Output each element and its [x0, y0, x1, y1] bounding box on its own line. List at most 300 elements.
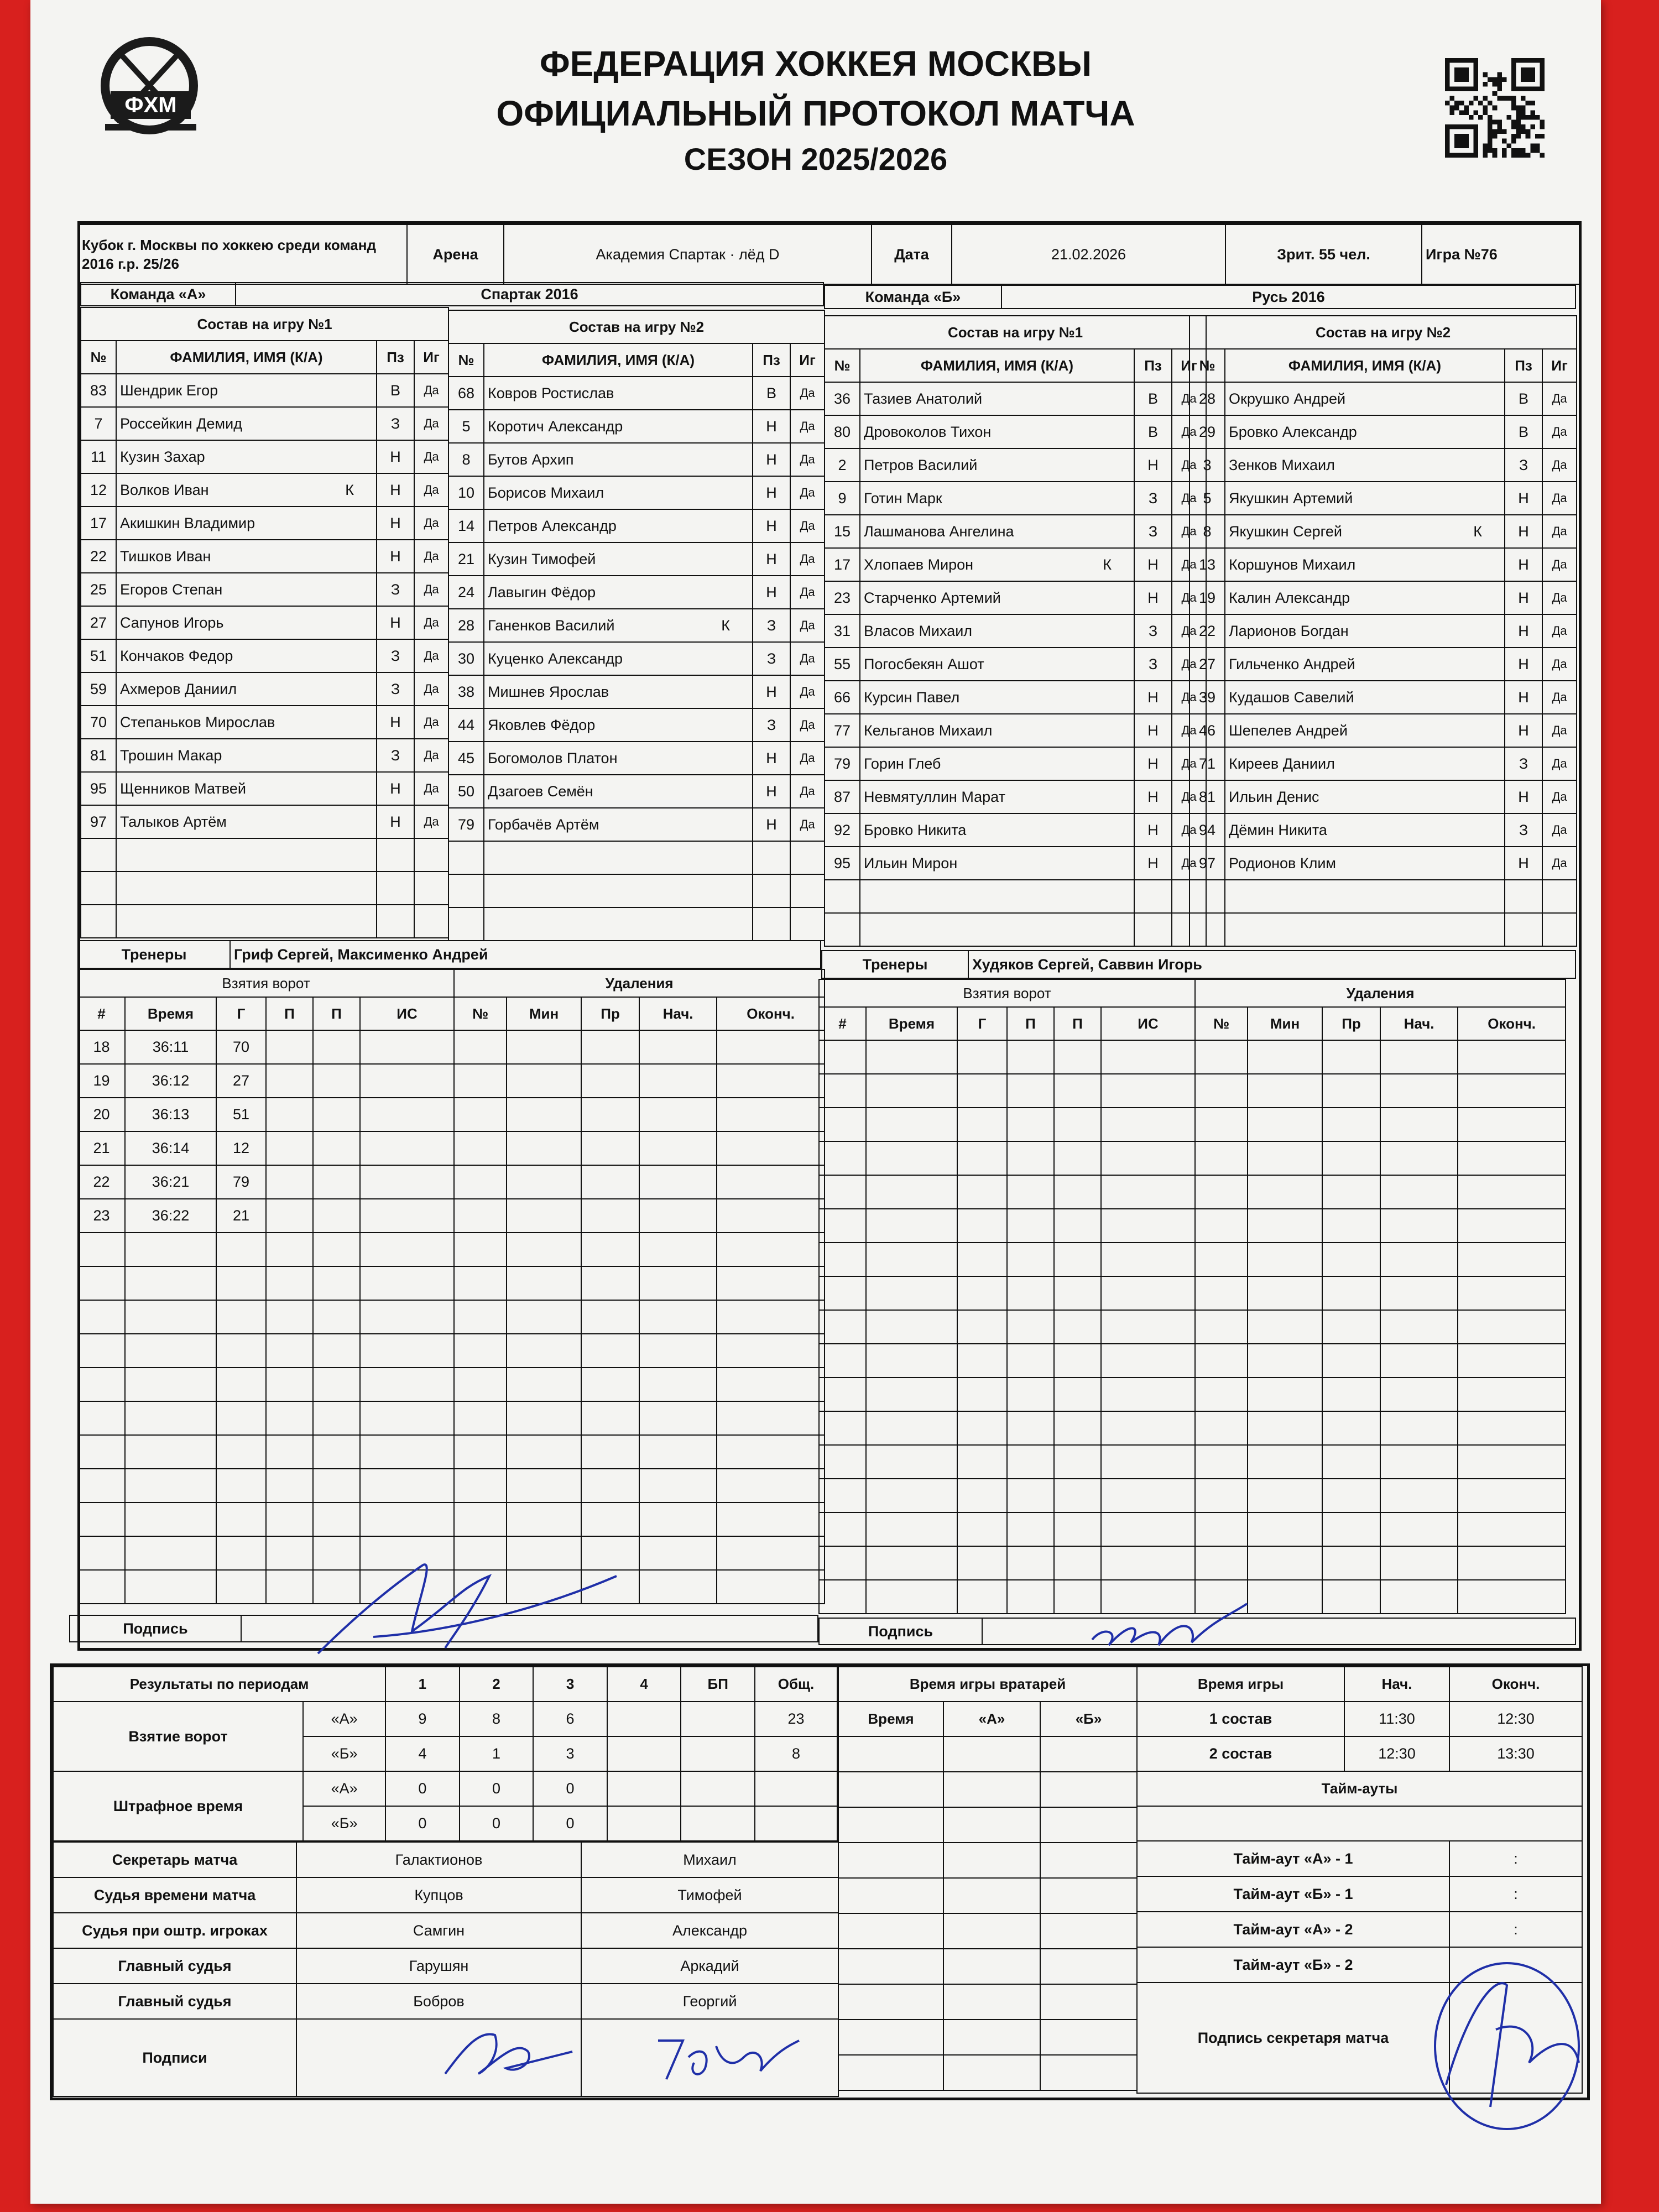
player-plays: Да [790, 476, 825, 509]
player-number: 44 [448, 708, 484, 742]
table-row [448, 675, 825, 708]
period-value: 9 [385, 1702, 460, 1736]
period-value [681, 1771, 755, 1806]
player-plays: Да [1172, 847, 1206, 880]
player-position: Н [1134, 448, 1172, 482]
goals-label: Взятие ворот [53, 1702, 303, 1771]
table-row [1190, 548, 1577, 581]
table-row [819, 1546, 1566, 1580]
results-table [53, 1666, 838, 1841]
goalie-col: «Б» [1040, 1702, 1137, 1736]
team-b-header [824, 285, 1576, 309]
goal-number: 22 [78, 1165, 125, 1199]
table-row [448, 476, 825, 509]
player-number: 21 [448, 542, 484, 576]
player-name [116, 473, 377, 507]
goal-scorer: 79 [216, 1165, 266, 1199]
player-number: 5 [1190, 482, 1225, 515]
arena-label: Арена [407, 225, 504, 284]
spectators: Зрит. 55 чел. [1225, 225, 1422, 284]
table-row [1190, 382, 1577, 415]
player-position: З [1134, 482, 1172, 515]
table-row [448, 410, 825, 443]
referee2-signature [650, 2024, 805, 2085]
player-plays: Да [414, 772, 448, 805]
player-position: Н [1505, 482, 1542, 515]
player-plays: Да [1542, 482, 1577, 515]
official-row [53, 1984, 838, 2019]
player-plays: Да [790, 642, 825, 675]
player-plays: Да [414, 573, 448, 606]
team-a-name: Спартак 2016 [236, 283, 823, 306]
player-name [116, 672, 377, 706]
period-value: 0 [533, 1806, 607, 1841]
table-row [819, 1512, 1566, 1546]
team_b-events-table [818, 979, 1566, 1614]
period-value: 3 [533, 1736, 607, 1771]
penalty-col: Мин [507, 997, 581, 1030]
player-name-text: Шепелев Андрей [1229, 722, 1348, 739]
goal-scorer: 21 [216, 1199, 266, 1233]
team_b-goals-title: Взятия ворот [819, 979, 1195, 1007]
player-name-text: Петров Василий [864, 456, 978, 473]
player-name-text: Лашманова Ангелина [864, 523, 1014, 540]
player-number: 68 [448, 377, 484, 410]
player-number: 25 [81, 573, 116, 606]
official-firstname: Аркадий [581, 1948, 838, 1984]
team-a-label: Команда «А» [81, 283, 236, 306]
player-number: 24 [448, 576, 484, 609]
player-number: 23 [825, 581, 860, 614]
player-plays: Да [790, 576, 825, 609]
player-position: Н [753, 808, 790, 841]
player-position: Н [377, 507, 414, 540]
team_a-events-table [77, 969, 825, 1604]
goal-time: 36:11 [125, 1030, 216, 1064]
player-name [116, 639, 377, 672]
table-row [448, 874, 825, 907]
play-time-start: Нач. [1344, 1667, 1449, 1702]
player-plays: Да [1172, 382, 1206, 415]
col-name: ФАМИЛИЯ, ИМЯ (К/А) [860, 349, 1134, 382]
player-position: З [377, 739, 414, 772]
signature-label-a: Подпись [70, 1615, 241, 1642]
table-row [1190, 581, 1577, 614]
player-name-text: Волков Иван [120, 481, 209, 498]
player-name-text: Гильченко Андрей [1229, 655, 1355, 672]
player-name [484, 675, 753, 708]
player-name-text: Дровоколов Тихон [864, 423, 992, 440]
player-name-text: Степаньков Мирослав [120, 713, 275, 731]
title-line-1: ФЕДЕРАЦИЯ ХОККЕЯ МОСКВЫ [539, 44, 1092, 84]
table-row [81, 374, 448, 407]
col-pos: Пз [753, 343, 790, 377]
player-name-text: Окрушко Андрей [1229, 390, 1346, 407]
goal-number: 21 [78, 1131, 125, 1165]
player-number: 95 [81, 772, 116, 805]
period-col: Общ. [755, 1667, 837, 1702]
coaches-b: Худяков Сергей, Саввин Игорь [968, 951, 1575, 978]
title-line-3: СЕЗОН 2025/2026 [684, 142, 948, 176]
player-position: Н [1134, 714, 1172, 747]
table-row [448, 808, 825, 841]
player-plays: Да [1172, 648, 1206, 681]
player-number: 95 [825, 847, 860, 880]
table-row [78, 1368, 825, 1401]
player-number: 28 [448, 609, 484, 642]
table-row [825, 448, 1206, 482]
player-name [484, 642, 753, 675]
team-b-mark: «Б» [303, 1736, 385, 1771]
player-name-text: Егоров Степан [120, 581, 223, 598]
col-num: № [448, 343, 484, 377]
player-number: 8 [1190, 515, 1225, 548]
goal-scorer: 27 [216, 1064, 266, 1098]
play-time-title: Время игры [1137, 1667, 1344, 1702]
official-role: Главный судья [53, 1948, 296, 1984]
team_b-lineup1-table [824, 315, 1207, 947]
table-row [1190, 714, 1577, 747]
coach-b-signature [1081, 1593, 1258, 1653]
player-name [860, 448, 1134, 482]
table-row [81, 573, 448, 606]
table-row [838, 1772, 1137, 1807]
player-plays: Да [1172, 780, 1206, 813]
player-position: Н [753, 576, 790, 609]
official-surname: Самгин [296, 1913, 581, 1948]
penalty-col: Пр [1322, 1007, 1380, 1040]
player-name [484, 775, 753, 808]
table-row [78, 1233, 825, 1266]
table-row [838, 2055, 1137, 2090]
player-name [116, 540, 377, 573]
table-row [819, 1243, 1566, 1276]
table-row [78, 1064, 825, 1098]
signature-label-b: Подпись [819, 1618, 982, 1645]
player-name-text: Кузин Захар [120, 448, 205, 465]
player-name [860, 648, 1134, 681]
col-num: № [81, 341, 116, 374]
table-row [1190, 482, 1577, 515]
table-row [78, 1503, 825, 1536]
play-time-row [1137, 1736, 1582, 1771]
player-name [860, 847, 1134, 880]
end-time: 12:30 [1449, 1702, 1582, 1736]
player-position: З [1134, 614, 1172, 648]
player-name [860, 747, 1134, 780]
player-name-text: Ильин Мирон [864, 854, 958, 872]
player-plays: Да [1172, 714, 1206, 747]
player-name-text: Коротич Александр [488, 418, 623, 435]
team-b-mark: «Б» [303, 1806, 385, 1841]
period-value: 0 [533, 1771, 607, 1806]
player-name [1225, 714, 1505, 747]
player-position: В [377, 374, 414, 407]
player-number: 28 [1190, 382, 1225, 415]
player-plays: Да [1542, 714, 1577, 747]
penalty-col: Нач. [639, 997, 717, 1030]
goal-col: ИС [360, 997, 454, 1030]
goal-number: 23 [78, 1199, 125, 1233]
player-name [860, 548, 1134, 581]
player-number: 87 [825, 780, 860, 813]
player-name-text: Якушкин Сергей [1229, 523, 1342, 540]
player-name [860, 415, 1134, 448]
player-number: 7 [81, 407, 116, 440]
player-plays: Да [790, 609, 825, 642]
team-a-mark: «А» [303, 1702, 385, 1736]
player-plays: Да [414, 639, 448, 672]
player-name [484, 509, 753, 542]
table-row [448, 609, 825, 642]
date-value: 21.02.2026 [952, 225, 1225, 284]
player-plays: Да [414, 374, 448, 407]
player-name [116, 805, 377, 838]
player-name [1225, 415, 1505, 448]
player-position: Н [753, 542, 790, 576]
player-number: 83 [81, 374, 116, 407]
player-position: Н [1505, 515, 1542, 548]
penalty-col: Оконч. [1458, 1007, 1566, 1040]
timeout-row [1137, 1841, 1582, 1876]
team-b-name: Русь 2016 [1001, 285, 1575, 309]
period-col: 3 [533, 1667, 607, 1702]
goal-scorer: 70 [216, 1030, 266, 1064]
coaches-label-b: Тренеры [822, 951, 968, 978]
penalty-col: № [454, 997, 507, 1030]
player-name [860, 681, 1134, 714]
table-row [1190, 681, 1577, 714]
table-row [825, 747, 1206, 780]
table-row [53, 1702, 837, 1736]
player-plays: Да [414, 706, 448, 739]
player-plays: Да [1542, 813, 1577, 847]
player-name-text: Невмятуллин Марат [864, 788, 1005, 805]
col-plays: Иг [1542, 349, 1577, 382]
player-plays: Да [414, 507, 448, 540]
player-number: 11 [81, 440, 116, 473]
table-row [819, 1276, 1566, 1310]
goal-col: П [1054, 1007, 1101, 1040]
col-pos: Пз [1505, 349, 1542, 382]
table-row [838, 1984, 1137, 2020]
period-value: 23 [755, 1702, 837, 1736]
player-number: 30 [448, 642, 484, 675]
player-name [116, 706, 377, 739]
player-plays: Да [1172, 415, 1206, 448]
player-name-text: Готин Марк [864, 489, 942, 507]
player-number: 79 [448, 808, 484, 841]
timeout-value: : [1449, 1912, 1582, 1947]
end-time: 13:30 [1449, 1736, 1582, 1771]
timeout-label: Тайм-аут «Б» - 2 [1137, 1947, 1449, 1983]
official-surname: Галактионов [296, 1842, 581, 1877]
player-number: 46 [1190, 714, 1225, 747]
goal-time: 36:21 [125, 1165, 216, 1199]
player-plays: Да [414, 440, 448, 473]
table-row [78, 1300, 825, 1334]
player-plays: Да [414, 540, 448, 573]
lineup-name: 2 состав [1137, 1736, 1344, 1771]
player-name [860, 515, 1134, 548]
player-number: 8 [448, 443, 484, 476]
player-name [860, 813, 1134, 847]
table-row [81, 905, 448, 938]
player-number: 5 [448, 410, 484, 443]
player-name-text: Якушкин Артемий [1229, 489, 1353, 507]
player-name-text: Ларионов Богдан [1229, 622, 1349, 639]
timeouts-title: Тайм-ауты [1137, 1771, 1582, 1806]
player-position: Н [753, 476, 790, 509]
goal-col: П [313, 997, 360, 1030]
penalty-col: Пр [581, 997, 639, 1030]
player-name-text: Погосбекян Ашот [864, 655, 984, 672]
table-row [81, 606, 448, 639]
player-number: 19 [1190, 581, 1225, 614]
player-name-text: Бутов Архип [488, 451, 574, 468]
player-number: 70 [81, 706, 116, 739]
table-row [838, 2020, 1137, 2055]
coaches-a: Гриф Сергей, Максименко Андрей [230, 941, 821, 968]
pim-label: Штрафное время [53, 1771, 303, 1841]
player-name-text: Родионов Клим [1229, 854, 1336, 872]
player-name-text: Дёмин Никита [1229, 821, 1327, 838]
player-name [1225, 648, 1505, 681]
player-number: 27 [1190, 648, 1225, 681]
player-position: З [753, 609, 790, 642]
period-col: 1 [385, 1667, 460, 1702]
team-a-mark: «А» [303, 1771, 385, 1806]
player-position: Н [1505, 581, 1542, 614]
player-name [484, 808, 753, 841]
period-value [607, 1771, 681, 1806]
table-row [825, 548, 1206, 581]
official-row [53, 1877, 838, 1913]
player-number: 13 [1190, 548, 1225, 581]
table-row [1190, 913, 1577, 946]
player-plays: Да [1542, 581, 1577, 614]
player-name [484, 708, 753, 742]
player-name [116, 573, 377, 606]
team_a-lineup1-title: Состав на игру №1 [81, 307, 448, 341]
player-name [1225, 614, 1505, 648]
table-row [78, 1165, 825, 1199]
team-b-coaches [821, 950, 1576, 979]
table-row [825, 382, 1206, 415]
official-firstname: Михаил [581, 1842, 838, 1877]
table-row [819, 1074, 1566, 1108]
player-name [484, 742, 753, 775]
table-row [825, 415, 1206, 448]
player-plays: Да [1542, 614, 1577, 648]
table-row [81, 739, 448, 772]
table-row [838, 1843, 1137, 1878]
player-name-text: Яковлев Фёдор [488, 716, 596, 733]
player-number: 9 [825, 482, 860, 515]
protocol-sheet [30, 0, 1601, 2204]
period-value [681, 1736, 755, 1771]
col-name: ФАМИЛИЯ, ИМЯ (К/А) [484, 343, 753, 377]
player-number: 97 [1190, 847, 1225, 880]
col-plays: Иг [414, 341, 448, 374]
table-row [825, 714, 1206, 747]
goal-col: П [1007, 1007, 1054, 1040]
player-position: Н [1505, 648, 1542, 681]
player-position: З [377, 407, 414, 440]
period-value: 8 [755, 1736, 837, 1771]
period-value [755, 1771, 837, 1806]
player-number: 2 [825, 448, 860, 482]
tournament-name: Кубок г. Москвы по хоккею среди команд 2016 г.р. 25/26 [78, 225, 407, 284]
player-plays: Да [414, 805, 448, 838]
player-position: Н [377, 440, 414, 473]
table-row [1190, 515, 1577, 548]
period-value [755, 1806, 837, 1841]
player-name-text: Петров Александр [488, 517, 617, 534]
goal-time: 36:14 [125, 1131, 216, 1165]
player-position: Н [377, 772, 414, 805]
player-number: 50 [448, 775, 484, 808]
player-name [1225, 482, 1505, 515]
table-row [819, 1445, 1566, 1479]
player-name-text: Кузин Тимофей [488, 550, 596, 567]
table-row [825, 648, 1206, 681]
player-name-text: Киреев Даниил [1229, 755, 1335, 772]
player-plays: Да [1172, 448, 1206, 482]
team_b-penalties-title: Удаления [1195, 979, 1566, 1007]
player-name [1225, 448, 1505, 482]
player-name-text: Кудашов Савелий [1229, 688, 1354, 706]
player-name [484, 609, 753, 642]
table-row [825, 913, 1206, 946]
player-position: З [377, 573, 414, 606]
player-name [484, 443, 753, 476]
col-pos: Пз [377, 341, 414, 374]
player-name [116, 739, 377, 772]
play-time-row [1137, 1702, 1582, 1736]
period-value: 0 [385, 1771, 460, 1806]
table-row [448, 642, 825, 675]
table-row [78, 1469, 825, 1503]
table-row [825, 581, 1206, 614]
player-name-text: Зенков Михаил [1229, 456, 1335, 473]
period-col: БП [681, 1667, 755, 1702]
table-row [448, 708, 825, 742]
player-name-text: Курсин Павел [864, 688, 960, 706]
goal-time: 36:13 [125, 1098, 216, 1131]
player-position: З [1505, 813, 1542, 847]
player-name [860, 482, 1134, 515]
player-name-text: Бровко Александр [1229, 423, 1357, 440]
table-row [53, 1771, 837, 1806]
period-col: 2 [460, 1667, 534, 1702]
player-name-text: Куценко Александр [488, 650, 623, 667]
player-name [1225, 581, 1505, 614]
player-position: Н [377, 706, 414, 739]
official-firstname: Александр [581, 1913, 838, 1948]
player-position: В [1134, 382, 1172, 415]
official-row [53, 1913, 838, 1948]
player-name-text: Власов Михаил [864, 622, 973, 639]
player-plays: Да [414, 407, 448, 440]
date-label: Дата [872, 225, 952, 284]
table-row [825, 813, 1206, 847]
timeout-row [1137, 1876, 1582, 1912]
player-name [1225, 747, 1505, 780]
player-name-text: Старченко Артемий [864, 589, 1001, 606]
captain-mark: К [345, 481, 354, 498]
logo-text: ФХМ [124, 93, 177, 117]
